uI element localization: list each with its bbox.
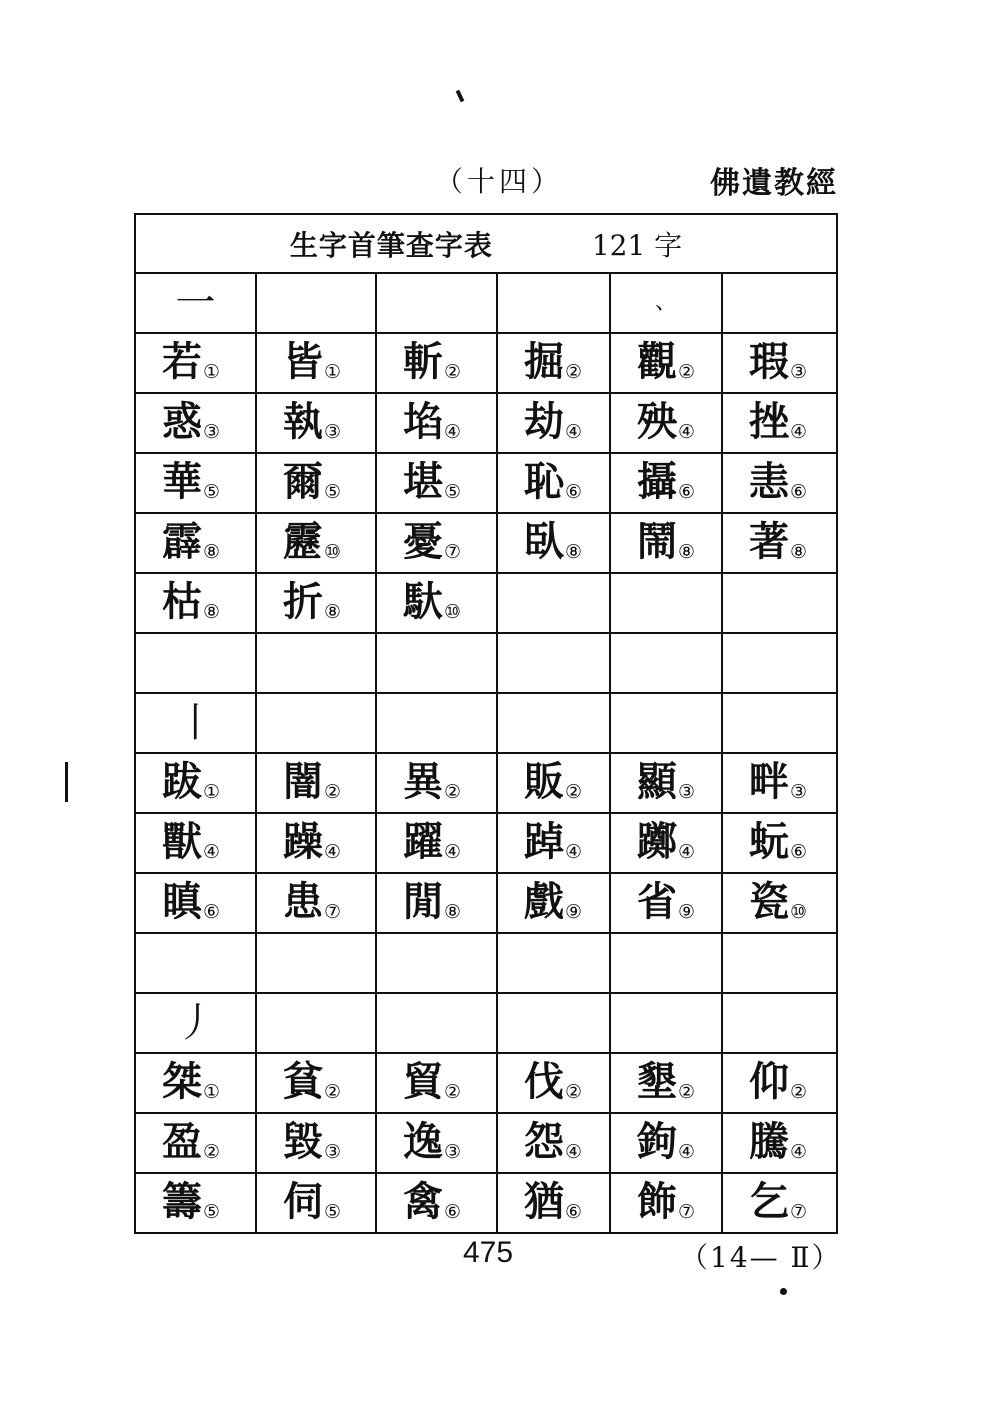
character: 獸 bbox=[162, 818, 202, 865]
lesson-number: ⑤ bbox=[203, 1201, 221, 1223]
character-cell bbox=[376, 633, 497, 693]
lesson-number: ② bbox=[678, 361, 696, 383]
character-cell bbox=[135, 393, 256, 453]
lesson-number: ⑦ bbox=[678, 1201, 696, 1223]
character-cell bbox=[610, 453, 722, 513]
character: 恚 bbox=[749, 458, 789, 505]
lesson-number: ② bbox=[678, 1081, 696, 1103]
character: 堪 bbox=[403, 458, 443, 505]
character: 墾 bbox=[637, 1058, 677, 1105]
character: 踔 bbox=[524, 818, 564, 865]
character: 盈 bbox=[162, 1118, 202, 1165]
character: 闇 bbox=[283, 758, 323, 805]
lesson-number: ④ bbox=[678, 421, 696, 443]
lesson-number: ② bbox=[203, 1141, 221, 1163]
lesson-number: ⑧ bbox=[324, 601, 342, 623]
lesson-number: ⑦ bbox=[790, 1201, 808, 1223]
lesson-number: ④ bbox=[790, 1141, 808, 1163]
book-title: 佛遺教經 bbox=[710, 166, 838, 201]
character-cell bbox=[722, 1173, 837, 1233]
character: 閒 bbox=[403, 878, 443, 925]
character: 飾 bbox=[637, 1178, 677, 1225]
character: 顯 bbox=[637, 758, 677, 805]
character: 埳 bbox=[403, 398, 443, 445]
character: 販 bbox=[524, 758, 564, 805]
character-cell bbox=[610, 513, 722, 573]
table-row bbox=[135, 393, 837, 453]
lesson-number: ⑤ bbox=[203, 481, 221, 503]
character-cell bbox=[376, 933, 497, 993]
character-cell bbox=[610, 873, 722, 933]
lesson-number: ② bbox=[565, 361, 583, 383]
character-cell bbox=[376, 453, 497, 513]
character-cell bbox=[135, 1053, 256, 1113]
character-cell bbox=[135, 573, 256, 633]
table-row bbox=[135, 753, 837, 813]
character-cell bbox=[497, 753, 610, 813]
character-cell bbox=[722, 873, 837, 933]
character-cell bbox=[135, 333, 256, 393]
lesson-number: ⑨ bbox=[565, 901, 583, 923]
character: 乞 bbox=[749, 1178, 789, 1225]
lesson-number: ④ bbox=[203, 841, 221, 863]
lesson-number: ⑧ bbox=[444, 901, 462, 923]
lesson-number: ⑥ bbox=[790, 481, 808, 503]
stroke-header-row bbox=[135, 273, 837, 333]
character: 禽 bbox=[403, 1178, 443, 1225]
character-cell bbox=[610, 1053, 722, 1113]
character-cell bbox=[722, 933, 837, 993]
character: 戲 bbox=[524, 878, 564, 925]
character-cell bbox=[610, 333, 722, 393]
table-row bbox=[135, 333, 837, 393]
lesson-number: ⑩ bbox=[790, 901, 808, 923]
character: 仰 bbox=[749, 1058, 789, 1105]
lesson-number: ② bbox=[444, 1081, 462, 1103]
lesson-number: ⑤ bbox=[324, 481, 342, 503]
character-cell bbox=[497, 873, 610, 933]
character: 若 bbox=[162, 338, 202, 385]
character-cell bbox=[135, 933, 256, 993]
lesson-number: ⑥ bbox=[790, 841, 808, 863]
character-cell bbox=[722, 633, 837, 693]
character-cell bbox=[376, 1053, 497, 1113]
character-cell bbox=[497, 1173, 610, 1233]
lesson-number: ② bbox=[790, 1081, 808, 1103]
character: 皆 bbox=[283, 338, 323, 385]
lesson-number: ⑦ bbox=[324, 901, 342, 923]
character-cell bbox=[256, 453, 376, 513]
table-title-row bbox=[135, 214, 837, 273]
character-cell bbox=[610, 1173, 722, 1233]
table-row bbox=[135, 633, 837, 693]
character-cell bbox=[135, 873, 256, 933]
character: 貿 bbox=[403, 1058, 443, 1105]
table-title: 生字首筆查字表 bbox=[289, 228, 493, 262]
lesson-number: ⑧ bbox=[203, 541, 221, 563]
character-cell bbox=[256, 753, 376, 813]
character-cell bbox=[610, 813, 722, 873]
character: 跋 bbox=[162, 758, 202, 805]
character: 枯 bbox=[162, 578, 202, 625]
character: 攝 bbox=[637, 458, 677, 505]
character: 患 bbox=[283, 878, 323, 925]
character: 瑕 bbox=[749, 338, 789, 385]
character: 華 bbox=[162, 458, 202, 505]
character: 伐 bbox=[524, 1058, 564, 1105]
character: 斬 bbox=[403, 338, 443, 385]
character-cell bbox=[256, 1173, 376, 1233]
lesson-number: ⑥ bbox=[444, 1201, 462, 1223]
lesson-number: ⑩ bbox=[324, 541, 342, 563]
stroke-label: 丿 bbox=[175, 1000, 216, 1046]
lesson-number: ④ bbox=[565, 1141, 583, 1163]
character: 爾 bbox=[283, 458, 323, 505]
stroke-label: 丨 bbox=[175, 700, 216, 746]
character: 躁 bbox=[283, 818, 323, 865]
character: 躑 bbox=[637, 818, 677, 865]
character-cell bbox=[722, 513, 837, 573]
chapter-label: （十四） bbox=[435, 165, 564, 198]
lesson-number: ① bbox=[324, 361, 342, 383]
character-cell bbox=[135, 813, 256, 873]
lesson-number: ① bbox=[203, 361, 221, 383]
stroke-header-row bbox=[135, 993, 837, 1053]
character-cell bbox=[497, 453, 610, 513]
character: 畔 bbox=[749, 758, 789, 805]
character: 逸 bbox=[403, 1118, 443, 1165]
character: 殃 bbox=[637, 398, 677, 445]
character: 霹 bbox=[162, 518, 202, 565]
character-cell bbox=[722, 753, 837, 813]
character: 掘 bbox=[524, 338, 564, 385]
character-cell bbox=[256, 333, 376, 393]
character: 伺 bbox=[283, 1178, 323, 1225]
lesson-number: ④ bbox=[565, 841, 583, 863]
character-cell bbox=[256, 873, 376, 933]
lesson-number: ③ bbox=[444, 1141, 462, 1163]
lesson-number: ③ bbox=[203, 421, 221, 443]
lesson-number: ④ bbox=[565, 421, 583, 443]
character-cell bbox=[256, 513, 376, 573]
lesson-number: ⑧ bbox=[790, 541, 808, 563]
lesson-number: ③ bbox=[678, 781, 696, 803]
character: 籌 bbox=[162, 1178, 202, 1225]
character: 猶 bbox=[524, 1178, 564, 1225]
character: 憂 bbox=[403, 518, 443, 565]
character-cell bbox=[135, 513, 256, 573]
character-cell bbox=[610, 393, 722, 453]
table-row bbox=[135, 1173, 837, 1233]
character-cell bbox=[610, 1113, 722, 1173]
character-cell bbox=[722, 393, 837, 453]
lesson-number: ⑦ bbox=[444, 541, 462, 563]
character: 毀 bbox=[283, 1118, 323, 1165]
character-cell bbox=[376, 393, 497, 453]
character: 鬧 bbox=[637, 518, 677, 565]
lesson-number: ④ bbox=[444, 841, 462, 863]
character-cell bbox=[376, 873, 497, 933]
lesson-number: ② bbox=[565, 1081, 583, 1103]
character-cell bbox=[497, 333, 610, 393]
table-row bbox=[135, 453, 837, 513]
character: 恥 bbox=[524, 458, 564, 505]
character-cell bbox=[135, 453, 256, 513]
character-cell bbox=[497, 573, 610, 633]
lesson-number: ① bbox=[203, 781, 221, 803]
lesson-number: ⑧ bbox=[565, 541, 583, 563]
character-cell bbox=[256, 1053, 376, 1113]
character-cell bbox=[610, 933, 722, 993]
character-cell bbox=[610, 633, 722, 693]
character-cell bbox=[497, 513, 610, 573]
stray-mark bbox=[65, 762, 68, 802]
lesson-number: ④ bbox=[790, 421, 808, 443]
lesson-number: ⑥ bbox=[203, 901, 221, 923]
lesson-number: ⑥ bbox=[565, 481, 583, 503]
character-cell bbox=[722, 573, 837, 633]
lesson-number: ② bbox=[565, 781, 583, 803]
character-cell bbox=[497, 813, 610, 873]
lesson-number: ⑩ bbox=[444, 601, 462, 623]
table-row bbox=[135, 513, 837, 573]
character-cell bbox=[497, 1053, 610, 1113]
character-cell bbox=[376, 513, 497, 573]
lesson-number: ③ bbox=[790, 361, 808, 383]
lesson-number: ③ bbox=[324, 421, 342, 443]
character-cell bbox=[722, 1053, 837, 1113]
character-cell bbox=[256, 633, 376, 693]
lesson-number: ④ bbox=[678, 841, 696, 863]
table-row bbox=[135, 573, 837, 633]
character-cell bbox=[135, 1113, 256, 1173]
character-cell bbox=[610, 573, 722, 633]
character: 折 bbox=[283, 578, 323, 625]
character-cell bbox=[135, 633, 256, 693]
character-cell bbox=[135, 1173, 256, 1233]
character: 執 bbox=[283, 398, 323, 445]
character-cell bbox=[256, 813, 376, 873]
character: 省 bbox=[637, 878, 677, 925]
lesson-number: ④ bbox=[444, 421, 462, 443]
character-cell bbox=[722, 333, 837, 393]
character-cell bbox=[497, 1113, 610, 1173]
character-cell bbox=[376, 333, 497, 393]
character-cell bbox=[135, 753, 256, 813]
lesson-number: ⑤ bbox=[324, 1201, 342, 1223]
character-cell bbox=[722, 453, 837, 513]
character-cell bbox=[610, 753, 722, 813]
lesson-number: ③ bbox=[324, 1141, 342, 1163]
stray-dot bbox=[780, 1288, 787, 1295]
character: 惑 bbox=[162, 398, 202, 445]
character: 怨 bbox=[524, 1118, 564, 1165]
character: 蚖 bbox=[749, 818, 789, 865]
character-cell bbox=[376, 573, 497, 633]
table-row bbox=[135, 1053, 837, 1113]
section-code: （14— Ⅱ） bbox=[680, 1241, 842, 1274]
stroke-header-row bbox=[135, 693, 837, 753]
character: 瓷 bbox=[749, 878, 789, 925]
lesson-number: ④ bbox=[324, 841, 342, 863]
character-cell bbox=[497, 933, 610, 993]
lesson-number: ⑥ bbox=[565, 1201, 583, 1223]
table-row bbox=[135, 813, 837, 873]
stroke-subheader: 、 bbox=[654, 290, 677, 315]
lesson-number: ⑨ bbox=[678, 901, 696, 923]
character: 異 bbox=[403, 758, 443, 805]
character: 靂 bbox=[283, 518, 323, 565]
character: 挫 bbox=[749, 398, 789, 445]
character: 馱 bbox=[403, 578, 443, 625]
lesson-number: ⑧ bbox=[678, 541, 696, 563]
lesson-number: ② bbox=[324, 781, 342, 803]
character: 騰 bbox=[749, 1118, 789, 1165]
character-cell bbox=[376, 753, 497, 813]
character-cell bbox=[256, 933, 376, 993]
character: 著 bbox=[749, 518, 789, 565]
lesson-number: ⑤ bbox=[444, 481, 462, 503]
page-number: 475 bbox=[463, 1236, 514, 1269]
table-row bbox=[135, 933, 837, 993]
character-cell bbox=[722, 1113, 837, 1173]
character-count: 121 字 bbox=[591, 228, 683, 262]
character-cell bbox=[256, 573, 376, 633]
lesson-number: ② bbox=[324, 1081, 342, 1103]
character: 躍 bbox=[403, 818, 443, 865]
character-cell bbox=[376, 813, 497, 873]
character: 劫 bbox=[524, 398, 564, 445]
lesson-number: ② bbox=[444, 361, 462, 383]
character-cell bbox=[256, 393, 376, 453]
character-cell bbox=[256, 1113, 376, 1173]
stroke-label: 一 bbox=[175, 280, 216, 326]
character: 瞋 bbox=[162, 878, 202, 925]
table-row bbox=[135, 1113, 837, 1173]
lesson-number: ① bbox=[203, 1081, 221, 1103]
lesson-number: ② bbox=[444, 781, 462, 803]
character-cell bbox=[722, 813, 837, 873]
character-index-table bbox=[134, 213, 838, 1234]
stray-mark bbox=[456, 90, 465, 103]
character-cell bbox=[497, 393, 610, 453]
lesson-number: ④ bbox=[678, 1141, 696, 1163]
lesson-number: ⑥ bbox=[678, 481, 696, 503]
character: 桀 bbox=[162, 1058, 202, 1105]
lesson-number: ③ bbox=[790, 781, 808, 803]
character-cell bbox=[497, 633, 610, 693]
character: 觀 bbox=[637, 338, 677, 385]
table-row bbox=[135, 873, 837, 933]
character: 貧 bbox=[283, 1058, 323, 1105]
character: 鉤 bbox=[637, 1118, 677, 1165]
character-cell bbox=[376, 1113, 497, 1173]
character: 臥 bbox=[524, 518, 564, 565]
character-cell bbox=[376, 1173, 497, 1233]
lesson-number: ⑧ bbox=[203, 601, 221, 623]
